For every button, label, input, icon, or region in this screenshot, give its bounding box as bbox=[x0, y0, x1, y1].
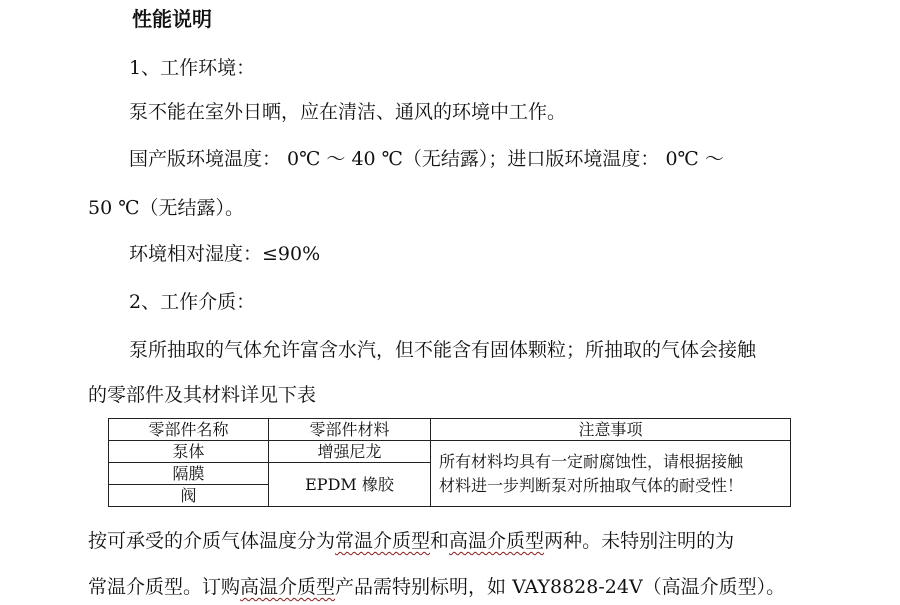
cell-material: EPDM 橡胶 bbox=[269, 463, 431, 507]
cell-part: 阀 bbox=[109, 485, 269, 507]
note-line-1: 所有材料均具有一定耐腐蚀性，请根据接触 bbox=[439, 451, 744, 471]
cell-material: 增强尼龙 bbox=[269, 441, 431, 463]
text-fragment: 按可承受的介质气体温度分为 bbox=[88, 530, 336, 552]
medium-line-1: 泵所抽取的气体允许富含水汽，但不能含有固体颗粒；所抽取的气体会接触 bbox=[129, 339, 757, 361]
header-part-name: 零部件名称 bbox=[109, 419, 269, 441]
environment-paragraph: 泵不能在室外日晒，应在清洁、通风的环境中工作。 bbox=[129, 101, 567, 123]
text-fragment: 和 bbox=[430, 530, 450, 552]
humidity-line: 环境相对湿度：≤90% bbox=[129, 243, 321, 265]
type-line-2 bbox=[88, 576, 785, 598]
temperature-line-2: 50 ℃（无结露）。 bbox=[88, 197, 244, 219]
cell-part: 隔膜 bbox=[109, 463, 269, 485]
temperature-line-1: 国产版环境温度： 0℃ ～ 40 ℃（无结露）；进口版环境温度： 0℃ ～ bbox=[129, 148, 724, 170]
high-temp-type-term: 高温介质型 bbox=[449, 530, 545, 552]
parts-table bbox=[108, 418, 791, 507]
table-header-row bbox=[109, 419, 791, 441]
section-2-title: 2、工作介质： bbox=[129, 291, 256, 313]
high-temp-type-term: 高温介质型 bbox=[240, 576, 336, 598]
type-line-1 bbox=[88, 530, 734, 552]
text-fragment: 产品需特别标明，如 VAY8828-24V（高温介质型）。 bbox=[335, 576, 786, 598]
header-material: 零部件材料 bbox=[269, 419, 431, 441]
cell-note bbox=[431, 441, 791, 507]
normal-temp-type-term: 常温介质型 bbox=[335, 530, 431, 552]
medium-line-2: 的零部件及其材料详见下表 bbox=[88, 384, 317, 406]
section-1-title: 1、工作环境： bbox=[129, 57, 256, 79]
text-fragment: 常温介质型。订购 bbox=[88, 576, 241, 598]
header-notes: 注意事项 bbox=[431, 419, 791, 441]
note-line-2: 材料进一步判断泵对所抽取气体的耐受性！ bbox=[439, 475, 744, 495]
table-row bbox=[109, 441, 791, 463]
page-title: 性能说明 bbox=[132, 7, 212, 31]
text-fragment: 两种。未特别注明的为 bbox=[544, 530, 735, 552]
cell-part: 泵体 bbox=[109, 441, 269, 463]
